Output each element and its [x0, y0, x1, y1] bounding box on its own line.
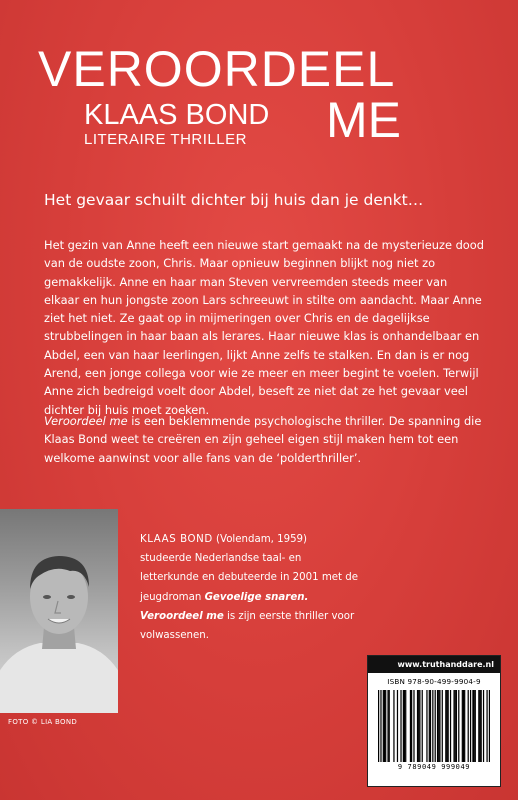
- barcode-bar: [378, 690, 379, 762]
- genre-label: LITERAIRE THRILLER: [84, 131, 247, 148]
- barcode-bar: [478, 690, 479, 762]
- barcode-bar: [448, 690, 449, 762]
- blurb-paragraph-2: [44, 412, 484, 467]
- tagline: Het gevaar schuilt dichter bij huis dan je denkt…: [44, 191, 424, 209]
- barcode-bar: [468, 690, 469, 762]
- barcode-bar: [380, 690, 381, 762]
- photo-credit: FOTO © LIA BOND: [8, 718, 78, 726]
- barcode-bar: [384, 690, 385, 762]
- barcode-bar: [438, 690, 439, 762]
- barcode-bar: [455, 690, 456, 762]
- blurb-title-italic: Veroordeel me: [44, 414, 128, 428]
- barcode-bar: [442, 690, 443, 762]
- barcode-bar: [387, 690, 388, 762]
- barcode-bar: [432, 690, 433, 762]
- barcode-bar: [426, 690, 427, 762]
- book-title-line2: ME: [326, 92, 401, 148]
- barcode-bar: [410, 690, 411, 762]
- barcode-bar: [473, 690, 474, 762]
- barcode-bar: [419, 690, 420, 762]
- barcode-bar: [400, 690, 401, 762]
- barcode-bar: [456, 690, 457, 762]
- bio-author-name: KLAAS BOND: [140, 534, 213, 545]
- ean-digits: 9 789049 999049: [397, 763, 471, 771]
- author-photo: [0, 509, 118, 713]
- barcode-bar: [472, 690, 473, 762]
- barcode-bar: [463, 690, 464, 762]
- blurb-paragraph-2-text: is een beklemmende psychologische thriller. De spanning die Klaas Bond weet te creëren en zijn geheel eigen stijl maken hem tot een welkome aanwinst voor alle fans van de ‘polderthriller’.: [44, 414, 482, 465]
- author-name: KLAAS BOND: [84, 99, 270, 131]
- bio-debut-title: Gevoelige snaren. Veroordeel me: [140, 591, 309, 622]
- barcode-bar: [458, 690, 459, 762]
- blurb-paragraph-1: Het gezin van Anne heeft een nieuwe start gemaakt na de mysterieuze dood van de oudste zoon, Chris. Maar opnieuw beginnen blijkt nog niet zo gemakkelijk. Anne en haar man Steven vervreemden steeds meer van elkaar en hun jongste zoon Lars schreeuwt in stilte om aandacht. Maar Anne ziet het niet. Ze gaat op in mijmeringen over Chris en de dagelijkse strubbelingen in haar baan als lerares. Haar nieuwe klas is onhandelbaar en Abdel, een van haar leerlingen, lijkt Anne zelfs te stalken. En dan is er nog Arend, een jonge collega voor wie ze meer en meer begint te voelen. Terwijl Anne zich bedreigd voelt door Abdel, beseft ze niet dat ze het gevaar veel dichter bij huis moet zoeken.: [44, 238, 484, 417]
- barcode-bar: [413, 690, 414, 762]
- barcode-bar: [453, 690, 454, 762]
- barcode-bar: [429, 690, 430, 762]
- book-title-line1: VEROORDEEL: [38, 41, 396, 97]
- barcode-bar: [418, 690, 419, 762]
- barcode-bar: [483, 690, 484, 762]
- barcode-bar: [383, 690, 384, 762]
- barcode-bar: [404, 690, 405, 762]
- barcode-bar: [446, 690, 447, 762]
- barcode-bar: [397, 690, 398, 762]
- barcode-bar: [389, 690, 390, 762]
- barcode-bar: [430, 690, 431, 762]
- bio-text-2: is zijn eerste thriller voor volwassenen.: [140, 610, 355, 642]
- barcode-bar: [470, 690, 471, 762]
- barcode-bar: [464, 690, 465, 762]
- barcode-icon: [378, 690, 490, 762]
- author-bio: [140, 530, 360, 645]
- barcode-bar: [437, 690, 438, 762]
- barcode-bar: [489, 690, 490, 762]
- barcode-bar: [411, 690, 412, 762]
- author-portrait-icon: [0, 509, 118, 713]
- barcode-bar: [462, 690, 463, 762]
- barcode-bar: [439, 690, 440, 762]
- bio-text-1: (Volendam, 1959) studeerde Nederlandse taal- en letterkunde en debuteerde in 2001 met de jeugdroman: [140, 534, 358, 603]
- barcode-bar: [405, 690, 406, 762]
- barcode-bar: [450, 690, 451, 762]
- barcode-bar: [422, 690, 423, 762]
- barcode-bar: [393, 690, 394, 762]
- barcode-bar: [475, 690, 476, 762]
- barcode-bar: [403, 690, 404, 762]
- publisher-url: www.truthanddare.nl: [368, 656, 500, 673]
- barcode-bar: [479, 690, 480, 762]
- isbn-number: ISBN 978-90-499-9904-9: [387, 677, 481, 686]
- barcode-bar: [435, 690, 436, 762]
- barcode-bar: [486, 690, 487, 762]
- barcode-bar: [481, 690, 482, 762]
- barcode-bar: [445, 690, 446, 762]
- barcode-box: [367, 655, 501, 787]
- barcode-bar: [385, 690, 386, 762]
- barcode-bar: [417, 690, 418, 762]
